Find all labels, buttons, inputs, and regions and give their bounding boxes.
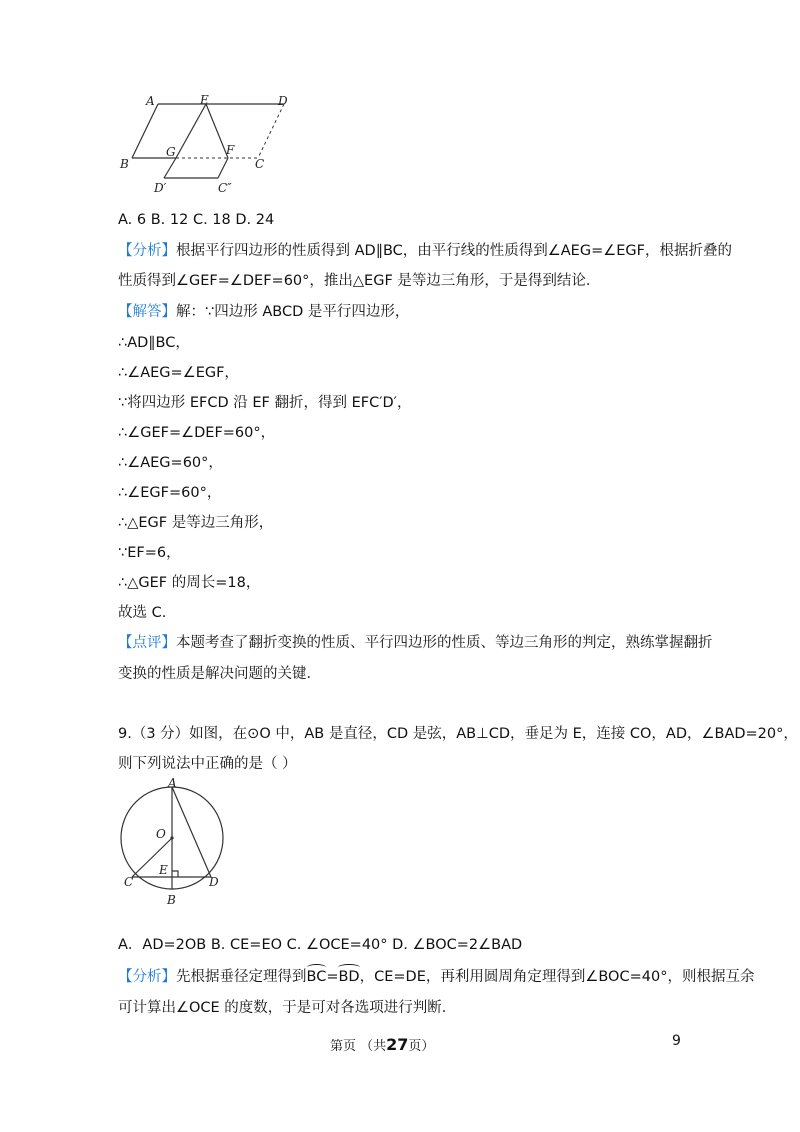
footer-total: 27 [386, 1035, 409, 1054]
q8-step: ∴△GEF 的周长=18， [118, 575, 261, 591]
footer-post: 页） [408, 1039, 435, 1054]
analysis-tag: 【分析】 [118, 243, 176, 259]
q9-analysis-post: ，CE=DE，再利用圆周角定理得到∠BOC=40°，则根据互余 [359, 969, 755, 985]
label-D: D [209, 875, 219, 889]
label-E: E [159, 863, 168, 877]
label-C: C [255, 157, 265, 171]
comment-tag: 【点评】 [118, 635, 176, 651]
q8-analysis-line-1 [118, 241, 732, 261]
q8-step: ∵将四边形 EFCD 沿 EF 翻折，得到 EFC′D′， [118, 395, 412, 411]
label-G: G [166, 145, 176, 159]
q8-answer-text: 解：∵四边形 ABCD 是平行四边形， [176, 304, 410, 320]
q8-analysis-line-2: 性质得到∠GEF=∠DEF=60°，推出△EGF 是等边三角形，于是得到结论． [118, 273, 601, 289]
q9-options: A．AD=2OB B. CE=EO C. ∠OCE=40° D. ∠BOC=2∠BAD [118, 937, 523, 953]
q8-comment-text: 本题考查了翻折变换的性质、平行四边形的性质、等边三角形的判定，熟练掌握翻折 [176, 635, 713, 651]
label-D: D [278, 94, 288, 108]
analysis-tag: 【分析】 [118, 969, 176, 985]
q8-comment-line-1 [118, 633, 713, 653]
q9-stem-line-2: 则下列说法中正确的是（ ） [118, 756, 297, 772]
q8-step: ∵EF=6， [118, 545, 181, 561]
page-number: 9 [672, 1033, 681, 1049]
q9-analysis-line-2: 可计算出∠OCE 的度数，于是可对各选项进行判断． [118, 1000, 457, 1016]
q8-step: ∴△EGF 是等边三角形， [118, 515, 274, 531]
q8-step: ∴∠AEG=60°， [118, 455, 223, 471]
q8-step: 故选 C. [118, 605, 167, 621]
circle-chord-figure [112, 778, 232, 910]
label-E: E [200, 93, 209, 107]
q8-step: ∴AD∥BC， [118, 335, 190, 351]
label-C: C [124, 875, 134, 889]
parallelogram-fold-figure [118, 92, 308, 202]
q8-analysis-text: 根据平行四边形的性质得到 AD∥BC，由平行线的性质得到∠AEG=∠EGF，根据折叠的 [176, 243, 732, 259]
label-C-prime: C″ [218, 181, 232, 195]
q8-step: ∴∠GEF=∠DEF=60°， [118, 425, 276, 441]
label-O: O [156, 827, 166, 841]
q8-answer-head [118, 302, 409, 322]
page-footer [330, 1035, 434, 1054]
q8-comment-line-2: 变换的性质是解决问题的关键． [118, 666, 321, 682]
q9-analysis-pre: 先根据垂径定理得到 [176, 969, 307, 985]
q9-analysis-line-1 [118, 967, 754, 987]
label-A: A [146, 94, 155, 108]
q9-equals: = [326, 969, 339, 985]
label-D-prime: D′ [154, 181, 167, 195]
q8-step: ∴∠AEG=∠EGF， [118, 365, 239, 381]
label-F: F [226, 143, 235, 157]
label-A: A [168, 778, 177, 790]
label-B: B [120, 157, 129, 171]
footer-pre: 第页 （共 [330, 1039, 387, 1054]
arc-bc: BC [306, 969, 327, 985]
label-B: B [167, 893, 176, 907]
answer-tag: 【解答】 [118, 304, 176, 320]
q9-stem-line-1: 9.（3 分）如图，在⊙O 中，AB 是直径，CD 是弦，AB⊥CD，垂足为 E，连接 CO，AD，∠BAD=20°， [118, 726, 798, 742]
q8-step: ∴∠EGF=60°， [118, 485, 222, 501]
arc-bd: BD [338, 969, 360, 985]
q8-options: A. 6 B. 12 C. 18 D. 24 [118, 212, 275, 228]
